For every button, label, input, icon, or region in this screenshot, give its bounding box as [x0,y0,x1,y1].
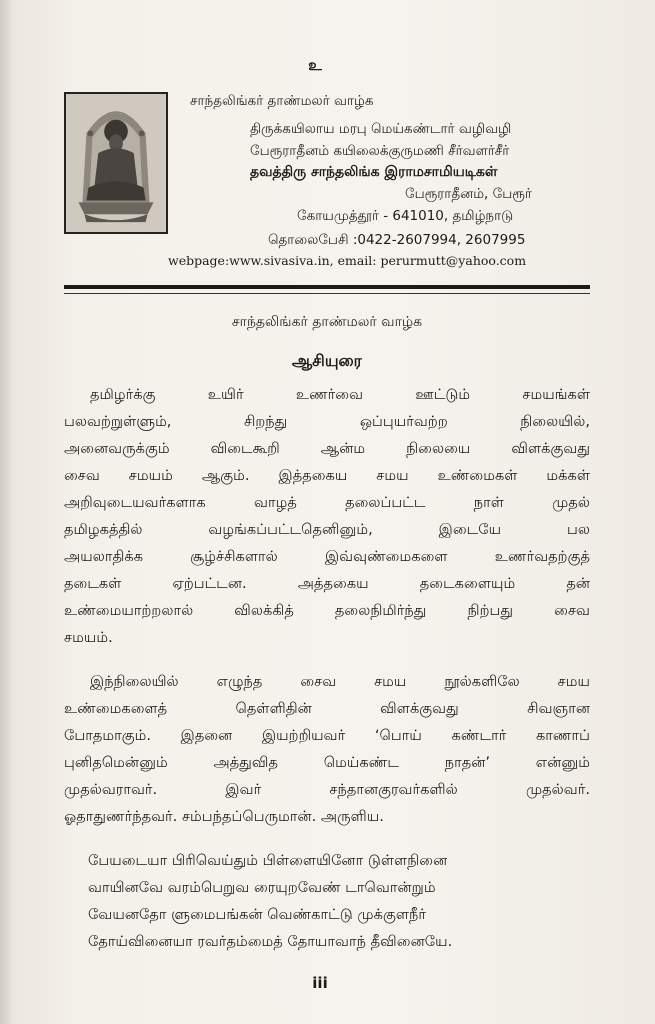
deity-portrait [64,92,168,234]
verse-line: வேயனதோ ளுமைபங்கன் வெண்காட்டு முக்குளநீர் [88,906,426,923]
divider-thin [64,293,590,294]
verse-line: பேயடையா பிரிவெய்தும் பிள்ளையினோ டுள்ளநினை [88,852,448,869]
header-line-2: பேரூராதீனம் கயிலைக்குருமணி சீர்வளர்சீர் [250,143,510,159]
header-line-4: பேரூராதீனம், பேரூர் [405,186,532,202]
header-web-email: webpage:www.sivasiva.in, email: perurmutt@yahoo.com [168,253,527,268]
verse-line: தோய்வினையா ரவர்தம்மைத் தோயாவாந் தீவினையே. [88,933,453,950]
header-phone: தொலைபேசி :0422-2607994, 2607995 [268,232,526,248]
divider-thick [64,285,590,289]
paragraph-1 [64,381,590,651]
seated-sage-icon [66,94,166,232]
paragraph-line: தடைகள் ஏற்பட்டன. அத்தகைய தடைகளையும் தன் [64,575,590,592]
paragraph-line: சைவ சமயம் ஆகும். இத்தகைய சமய உண்மைகள் மக்கள் [64,467,590,484]
page-title: ஆசியுரை [292,351,362,370]
paragraph-line: முதல்வராவர். இவர் சந்தானகுரவர்களில் முதல்வர். [64,781,590,798]
page-number-top: உ [308,56,322,74]
paragraph-line: உண்மைகளைத் தெள்ளிதின் விளக்குவது சிவஞான [64,700,590,717]
paragraph-line: தமிழகத்தில் வழங்கப்பட்டதெனினும், இடையே பல [64,521,590,538]
page-number-bottom: iii [312,974,328,992]
header-address: கோயமுத்தூர் - 641010, தமிழ்நாடு [297,208,514,224]
paragraph-line: அறிவுடையவர்களாக வாழத் தலைப்பட்ட நாள் முதல் [64,494,590,511]
paragraph-line: சமயம். [64,629,113,646]
header-name: தவத்திரு சாந்தலிங்க இராமசாமியடிகள் [250,164,498,180]
header-line-1: திருக்கயிலாய மரபு மெய்கண்டார் வழிவழி [250,121,512,137]
paragraph-line: அயலாதிக்க சூழ்ச்சிகளால் இவ்வுண்மைகளை உணர்வதற்குத் [64,548,590,565]
verse-block [88,847,568,955]
paragraph-line: போதமாகும். இதனை இயற்றியவர் ‘பொய் கண்டார் காணாப் [64,727,590,744]
paragraph-line: உண்மையாற்றலால் விலக்கித் தலைநிமிர்ந்து நிற்பது சைவ [64,602,590,619]
paragraph-line: அனைவருக்கும் விடைகூறி ஆன்ம நிலையை விளக்குவது [64,440,590,457]
paragraph-2 [64,668,590,830]
paragraph-line: ஓதாதுணர்ந்தவர். சம்பந்தப்பெருமான். அருளிய. [64,808,384,825]
subtitle: சாந்தலிங்கர் தாண்மலர் வாழ்க [231,314,423,330]
paragraph-line: இந்நிலையில் எழுந்த சைவ சமய நூல்களிலே சமய [90,673,590,690]
paragraph-line: தமிழர்க்கு உயிர் உணர்வை ஊட்டும் சமயங்கள் [90,386,590,403]
paragraph-line: பலவற்றுள்ளும், சிறந்து ஒப்புயர்வற்ற நிலையில், [64,413,590,430]
verse-line: வாயினவே வரம்பெறுவ ரையுறவேண் டாவொன்றும் [88,879,436,896]
paragraph-line: புனிதமென்னும் அத்துவித மெய்கண்ட நாதன்’ என்னும் [64,754,590,771]
page-gutter-shadow [0,0,14,1024]
header-salutation: சாந்தலிங்கர் தாண்மலர் வாழ்க [190,93,374,109]
